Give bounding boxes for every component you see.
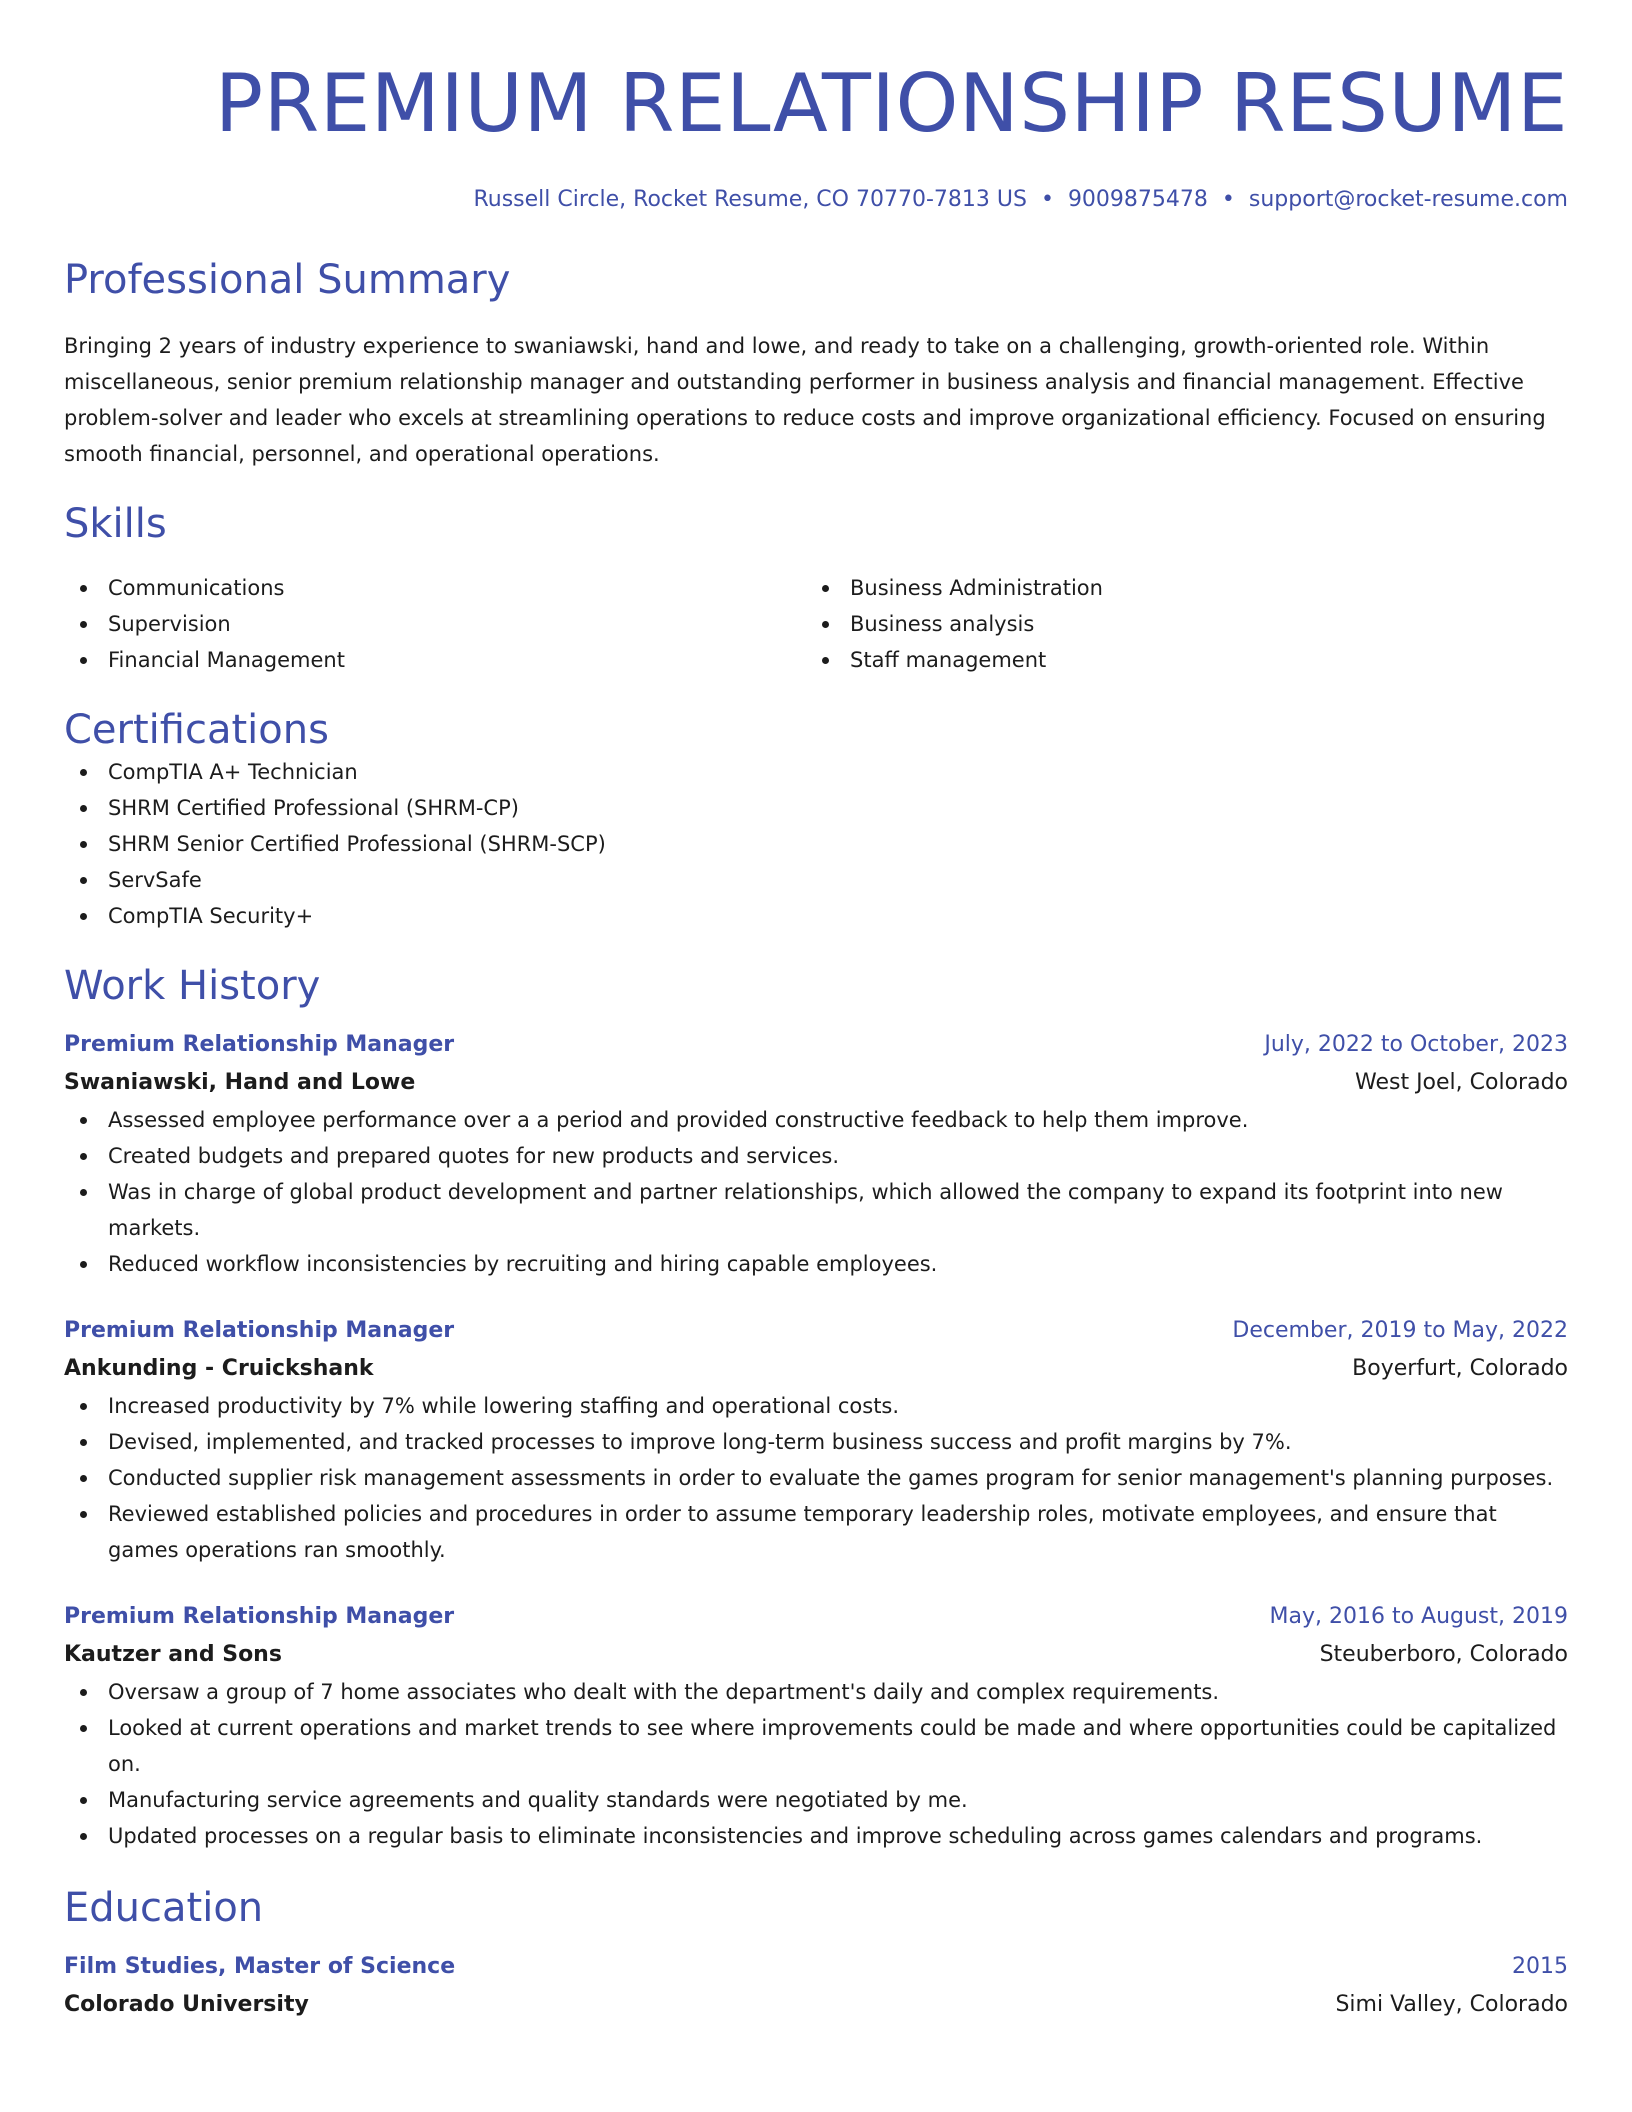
job-entry [64, 1312, 1568, 1568]
job-bullet: Created budgets and prepared quotes for new products and services. [64, 1138, 1568, 1174]
certifications-heading: Certifications [64, 707, 329, 753]
education-school: Colorado University [64, 1992, 309, 2017]
job-header-row [64, 1026, 1568, 1064]
skills-column-left [64, 570, 806, 678]
education-school-row [64, 1986, 1568, 2024]
job-entry [64, 1598, 1568, 1854]
job-company-row [64, 1636, 1568, 1674]
job-bullet: Increased productivity by 7% while lowering staffing and operational costs. [64, 1388, 1568, 1424]
summary-text: Bringing 2 years of industry experience to swaniawski, hand and lowe, and ready to take on a challenging, growth-oriented role. Within miscellaneous, senior premium relationship manager and outstanding performer in business analysis and financial management. Effective problem-solver and leader who excels at streamlining operations to reduce costs and improve organizational efficiency. Focused on ensuring smooth financial, personnel, and operational operations. [64, 334, 1546, 466]
job-company: Kautzer and Sons [64, 1642, 282, 1667]
contact-line [64, 186, 1568, 214]
contact-email[interactable]: support@rocket-resume.com [1248, 187, 1568, 212]
job-dates: May, 2016 to August, 2019 [1269, 1604, 1568, 1629]
education-entry [64, 1948, 1568, 2024]
education-degree: Film Studies, Master of Science [64, 1954, 456, 1979]
work-history-heading: Work History [64, 963, 321, 1009]
education-year: 2015 [1512, 1954, 1568, 1979]
job-dates: December, 2019 to May, 2022 [1232, 1318, 1568, 1343]
resume-name: PREMIUM RELATIONSHIP RESUME [214, 57, 1568, 150]
job-dates: July, 2022 to October, 2023 [1264, 1032, 1568, 1057]
job-bullet: Updated processes on a regular basis to eliminate inconsistencies and improve scheduling across games calendars and programs. [64, 1818, 1568, 1854]
skill-item: Supervision [64, 606, 806, 642]
job-company: Swaniawski, Hand and Lowe [64, 1070, 416, 1095]
job-company: Ankunding - Cruickshank [64, 1356, 374, 1381]
job-bullet: Assessed employee performance over a a period and provided constructive feedback to help them improve. [64, 1102, 1568, 1138]
skill-item: Financial Management [64, 642, 806, 678]
job-title: Premium Relationship Manager [64, 1318, 455, 1343]
certification-item: ServSafe [64, 862, 1568, 898]
skill-item: Staff management [806, 642, 1548, 678]
job-bullet: Was in charge of global product development and partner relationships, which allowed the company to expand its footprint into new markets. [64, 1174, 1568, 1246]
certification-item: CompTIA Security+ [64, 898, 1568, 934]
job-title: Premium Relationship Manager [64, 1604, 455, 1629]
resume-page [64, 0, 1568, 2024]
job-location: Steuberboro, Colorado [1319, 1642, 1568, 1667]
job-bullet: Reduced workflow inconsistencies by recruiting and hiring capable employees. [64, 1246, 1568, 1282]
certification-item: SHRM Senior Certified Professional (SHRM-SCP) [64, 826, 1568, 862]
job-bullet: Looked at current operations and market trends to see where improvements could be made and where opportunities could be capitalized on. [64, 1710, 1568, 1782]
job-location: West Joel, Colorado [1354, 1070, 1568, 1095]
skills-column-right [806, 570, 1548, 678]
skill-item: Business analysis [806, 606, 1548, 642]
job-bullet: Oversaw a group of 7 home associates who dealt with the department's daily and complex requirements. [64, 1674, 1568, 1710]
education-heading: Education [64, 1885, 264, 1931]
education-header-row [64, 1948, 1568, 1986]
contact-separator: • [1221, 187, 1235, 212]
job-header-row [64, 1312, 1568, 1350]
certifications-list [64, 754, 1568, 934]
contact-separator: • [1040, 187, 1054, 212]
skills-heading: Skills [64, 501, 167, 547]
job-company-row [64, 1064, 1568, 1102]
job-bullet: Conducted supplier risk management assessments in order to evaluate the games program for senior management's planning purposes. [64, 1460, 1568, 1496]
job-entry [64, 1026, 1568, 1282]
education-location: Simi Valley, Colorado [1335, 1992, 1568, 2017]
job-bullet: Reviewed established policies and procedures in order to assume temporary leadership roles, motivate employees, and ensure that games operations ran smoothly. [64, 1496, 1568, 1568]
summary-heading: Professional Summary [64, 257, 511, 303]
job-bullet: Manufacturing service agreements and quality standards were negotiated by me. [64, 1782, 1568, 1818]
job-bullets [64, 1388, 1568, 1568]
skill-item: Business Administration [806, 570, 1548, 606]
contact-address: Russell Circle, Rocket Resume, CO 70770-7813 US [473, 187, 1027, 212]
job-title: Premium Relationship Manager [64, 1032, 455, 1057]
certification-item: CompTIA A+ Technician [64, 754, 1568, 790]
job-bullets [64, 1102, 1568, 1282]
job-bullets [64, 1674, 1568, 1854]
job-bullet: Devised, implemented, and tracked processes to improve long-term business success and profit margins by 7%. [64, 1424, 1568, 1460]
job-location: Boyerfurt, Colorado [1352, 1356, 1568, 1381]
skill-item: Communications [64, 570, 806, 606]
job-company-row [64, 1350, 1568, 1388]
skills-list [64, 570, 1568, 678]
contact-phone: 9009875478 [1067, 187, 1208, 212]
job-header-row [64, 1598, 1568, 1636]
certification-item: SHRM Certified Professional (SHRM-CP) [64, 790, 1568, 826]
